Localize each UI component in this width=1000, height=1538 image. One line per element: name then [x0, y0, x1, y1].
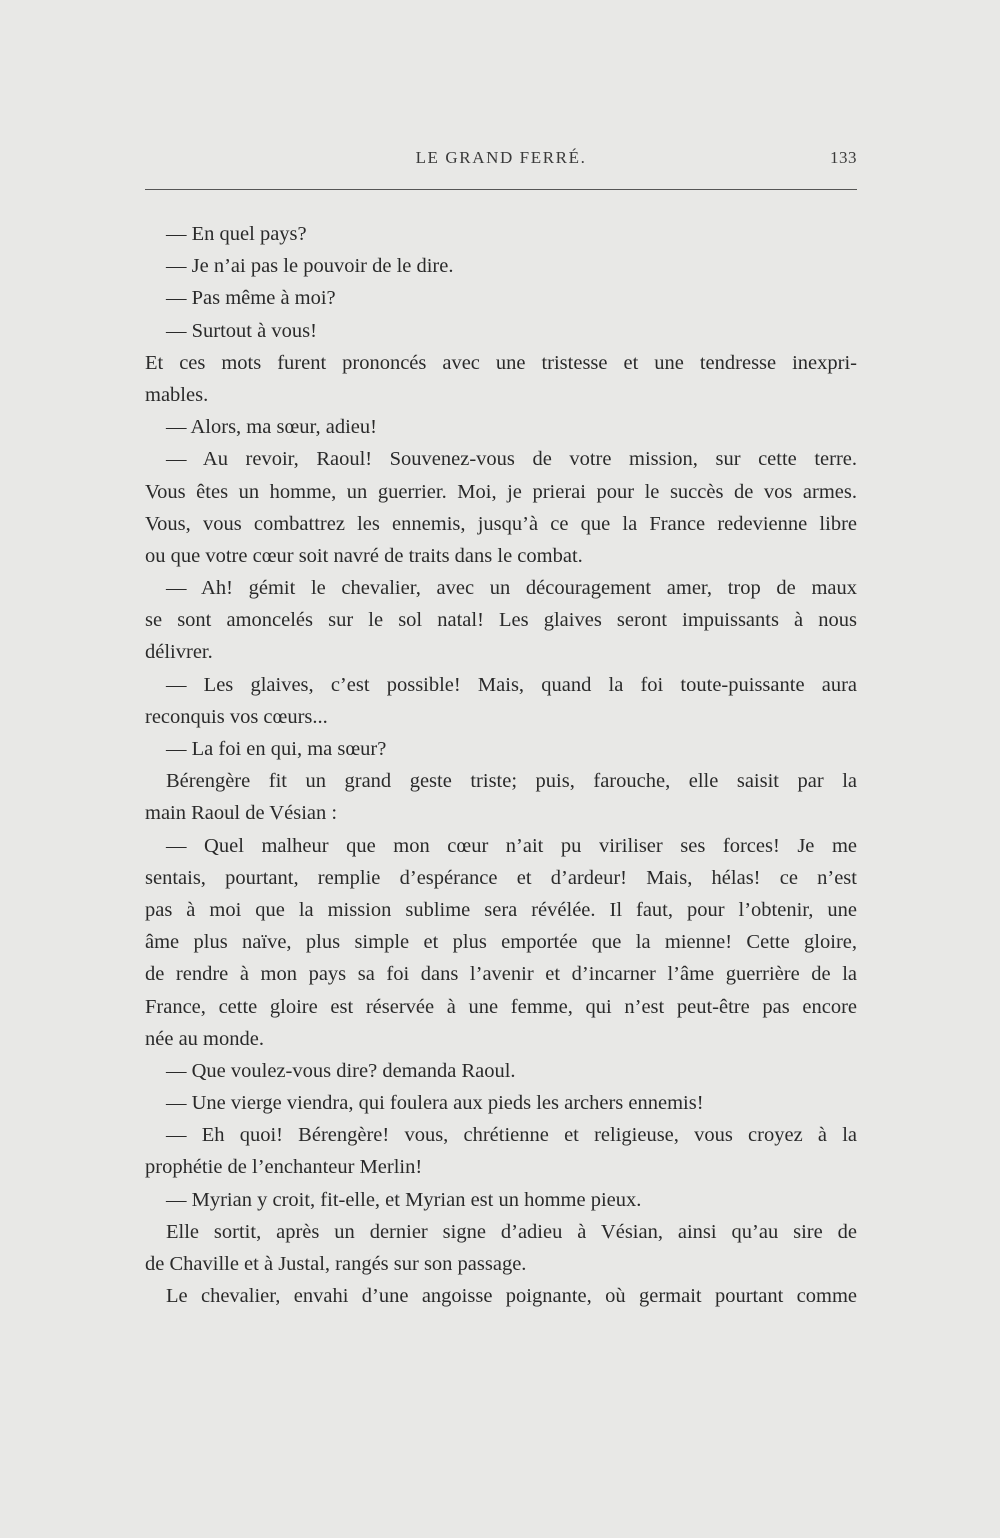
text-line: pas à moi que la mission sublime sera révélée. Il faut, pour l’obtenir, une: [145, 898, 857, 921]
text-line: prophétie de l’enchanteur Merlin!: [145, 1156, 423, 1179]
text-line: Vous êtes un homme, un guerrier. Moi, je prierai pour le succès de vos armes.: [145, 480, 857, 503]
text-line: — Au revoir, Raoul! Souvenez-vous de votre mission, sur cette terre.: [166, 448, 857, 471]
text-line: ou que votre cœur soit navré de traits dans le combat.: [145, 544, 583, 567]
text-line: âme plus naïve, plus simple et plus emportée que la mienne! Cette gloire,: [145, 931, 857, 954]
text-line: délivrer.: [145, 641, 213, 664]
text-line: Elle sortit, après un dernier signe d’adieu à Vésian, ainsi qu’au sire de: [166, 1220, 857, 1243]
page-number: 133: [830, 148, 857, 167]
text-line: main Raoul de Vésian :: [145, 802, 338, 825]
header-rule: [145, 189, 857, 190]
text-line: — Pas même à moi?: [166, 287, 336, 310]
text-line: — Alors, ma sœur, adieu!: [166, 416, 377, 439]
text-line: mables.: [145, 383, 209, 406]
text-line: — En quel pays?: [166, 223, 307, 245]
text-line: France, cette gloire est réservée à une femme, qui n’est peut-être pas encore: [145, 995, 857, 1018]
text-line: se sont amoncelés sur le sol natal! Les glaives seront impuissants à nous: [145, 609, 857, 632]
text-line: — Que voulez-vous dire? demanda Raoul.: [166, 1059, 516, 1082]
body-text: [145, 218, 857, 1312]
text-line: — Myrian y croit, fit-elle, et Myrian est un homme pieux.: [166, 1188, 642, 1211]
text-line: — La foi en qui, ma sœur?: [166, 738, 387, 760]
text-line: reconquis vos cœurs...: [145, 705, 328, 728]
text-line: de rendre à mon pays sa foi dans l’avenir et d’incarner l’âme guerrière de la: [145, 963, 857, 986]
text-line: — Je n’ai pas le pouvoir de le dire.: [166, 255, 454, 278]
text-line: sentais, pourtant, remplie d’espérance et d’ardeur! Mais, hélas! ce n’est: [145, 866, 857, 889]
text-line: de Chaville et à Justal, rangés sur son passage.: [145, 1253, 527, 1275]
text-line: — Eh quoi! Bérengère! vous, chrétienne et religieuse, vous croyez à la: [166, 1124, 857, 1147]
text-line: — Quel malheur que mon cœur n’ait pu viriliser ses forces! Je me: [166, 834, 857, 857]
text-line: — Les glaives, c’est possible! Mais, quand la foi toute-puissante aura: [166, 673, 857, 696]
text-line: Vous, vous combattrez les ennemis, jusqu’à ce que la France redevienne libre: [145, 512, 857, 535]
text-line: — Surtout à vous!: [166, 319, 317, 342]
running-title: LE GRAND FERRÉ.: [415, 148, 587, 167]
running-head: [145, 146, 857, 172]
text-line: Et ces mots furent prononcés avec une tristesse et une tendresse inexpri-: [145, 351, 857, 374]
text-line: — Ah! gémit le chevalier, avec un découragement amer, trop de maux: [166, 577, 857, 600]
text-line: — Une vierge viendra, qui foulera aux pieds les archers ennemis!: [166, 1092, 704, 1115]
text-line: née au monde.: [145, 1027, 264, 1050]
text-line: Bérengère fit un grand geste triste; puis, farouche, elle saisit par la: [166, 770, 857, 793]
text-line: Le chevalier, envahi d’une angoisse poignante, où germait pourtant comme: [166, 1285, 857, 1308]
